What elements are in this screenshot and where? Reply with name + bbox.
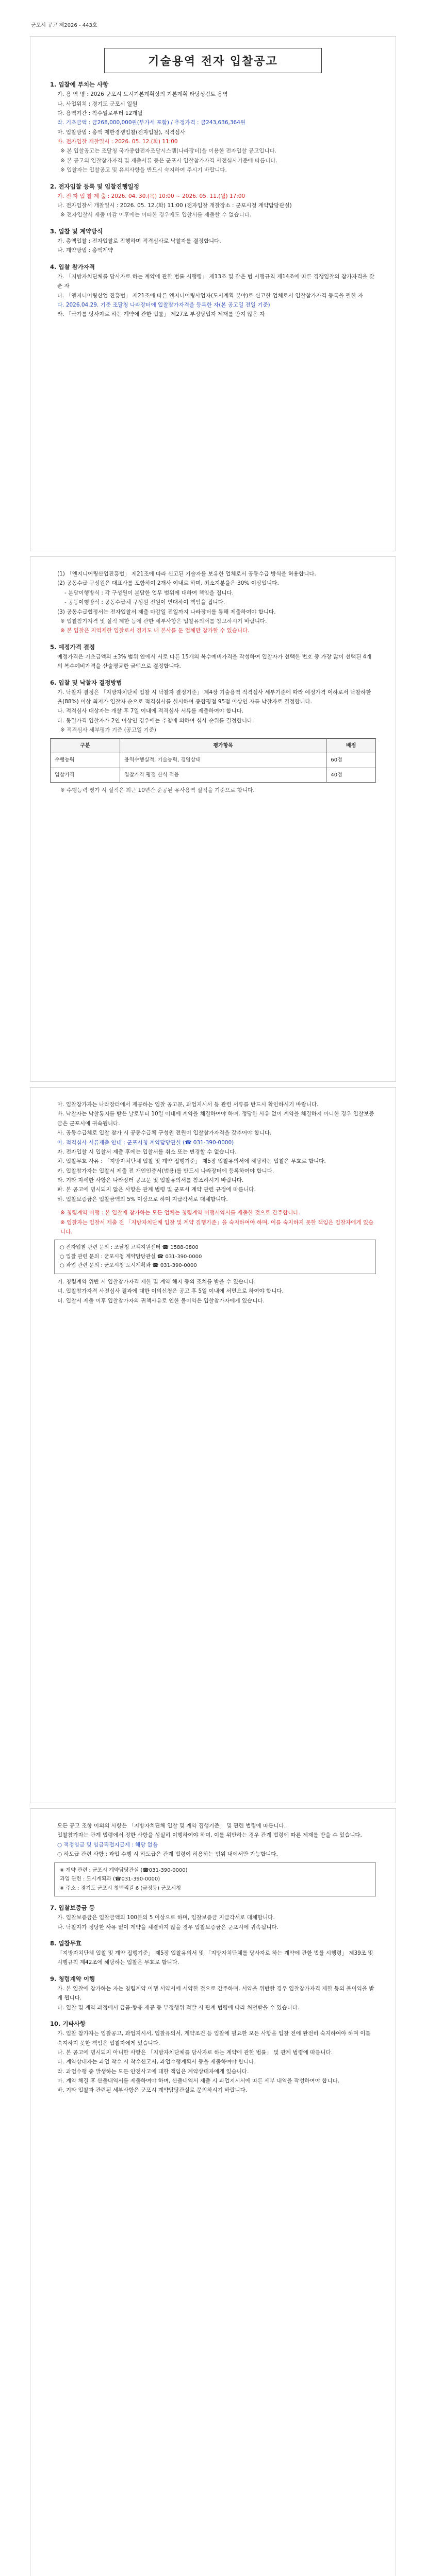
contact-box [54,1240,376,1274]
contact-line: ○ 입찰 관련 문의 : 군포시청 계약담당관실 ☎ 031-390-0000 [60,1253,202,1260]
evaluation-table [50,738,376,783]
page-1 [30,36,396,551]
p3-line: 마. 입찰참가자는 나라장터에서 제공하는 입찰 공고문, 과업지시서 등 관련 서류를 반드시 확인하시기 바랍니다. [57,1101,319,1108]
p4-contact-box [54,1862,376,1897]
section-5-heading: 5. 예정가격 결정 [50,643,95,651]
contact-line: ※ 계약 관련 : 군포시 계약담당관실 (☎031-390-0000) [60,1867,188,1873]
s1-line: 다. 용역기간 : 착수일로부터 12개월 [57,110,143,116]
s1-note: ※ 입찰자는 입찰공고 및 유의사항을 반드시 숙지하여 주시기 바랍니다. [60,167,227,174]
p3-warn: ※ 입찰자는 입찰서 제출 전 「지방자치단체 입찰 및 계약 집행기준」을 숙지하여야 하며, 이를 숙지하지 못한 책임은 입찰자에게 있습니다. [60,1219,374,1235]
contact-line: ○ 전자입찰 관련 문의 : 조달청 고객지원센터 ☎ 1588-0800 [60,1245,199,1251]
p3-trailing: 너. 입찰참가자격 사전심사 결과에 대한 이의신청은 공고 후 5일 이내에 서면으로 하여야 합니다. [57,1288,284,1295]
s1-line: 라. 기초금액 : 금268,000,000원(부가세 포함) / 추정가격 : 금243,636,364원 [57,120,246,126]
s1-line: 바. 전자입찰 개찰일시 : 2026. 05. 12.(화) 11:00 [57,139,178,145]
contact-line: ※ 주소 : 경기도 군포시 청백리길 6 (금정동) 군포시청 [60,1885,181,1891]
s10-line: 다. 계약상대자는 과업 착수 시 착수신고서, 과업수행계획서 등을 제출하여야 합니다. [57,2059,256,2065]
s9-line: 가. 본 입찰에 참가하는 자는 청렴계약 이행 서약서에 서약한 것으로 간주하며, 서약을 위반할 경우 입찰참가자격 제한 등의 불이익을 받게 됩니다. [57,1985,374,2002]
section-6-heading: 6. 입찰 및 낙찰자 결정방법 [50,679,122,686]
p2-line: (2) 공동수급 구성원은 대표사를 포함하여 2개사 이내로 하며, 최소지분율은 30% 이상입니다. [57,580,279,587]
table-header: 평가항목 [120,738,326,753]
section-7-heading: 7. 입찰보증금 등 [50,1904,95,1911]
p4-line: 모든 공고 조항 이외의 사항은 「지방자치단체 입찰 및 계약 집행기준」 및 관련 법령에 따릅니다. [57,1823,286,1829]
s10-line: 바. 기타 입찰과 관련된 세부사항은 군포시 계약담당관실로 문의하시기 바랍니다. [57,2087,248,2094]
table-cell: 수행능력 [51,753,120,768]
table-caption: ※ 적격심사 세부평가 기준 (공고일 기준) [60,727,156,734]
section-4-heading: 4. 입찰 참가자격 [50,263,95,270]
section-10-heading: 10. 기타사항 [50,2020,86,2027]
s4-line: 나. 「엔지니어링산업 진흥법」 제21조에 따른 엔지니어링사업자(도시계획 분야)로 신고한 업체로서 입찰참가자격 등록을 필한 자 [57,292,364,299]
p3-line: 자. 전자입찰 시 입찰서 제출 후에는 입찰서를 취소 또는 변경할 수 없습니다. [57,1148,237,1155]
p2-line: (3) 공동수급협정서는 전자입찰서 제출 마감일 전일까지 나라장터를 통해 제출하여야 합니다. [57,608,276,615]
page-3 [30,1087,396,1803]
s10-line: 마. 계약 체결 후 산출내역서를 제출하여야 하며, 산출내역서 제출 시 과업지시서에 따른 세부 내역을 작성하여야 합니다. [57,2078,339,2084]
section-1-heading: 1. 입찰에 부치는 사항 [50,81,109,88]
s10-line: 가. 입찰 참가자는 입찰공고, 과업지시서, 입찰유의서, 계약조건 등 입찰에 필요한 모든 사항을 입찰 전에 완전히 숙지하여야 하며 이를 숙지하지 못한 책임은 입찰자에게 있습니다. [57,2030,371,2046]
p3-line: 파. 본 공고에 명시되지 않은 사항은 관계 법령 및 군포시 계약 관련 규정에 따릅니다. [57,1187,256,1193]
table-cell: 용역수행실적, 기술능력, 경영상태 [120,753,326,768]
section-9-heading: 9. 청렴계약 이행 [50,1975,95,1982]
p3-line: 카. 입찰참가자는 입찰서 제출 전 개인인증서(범용)를 반드시 나라장터에 등록하여야 합니다. [57,1167,274,1174]
s4-line: 라. 「국가를 당사자로 하는 계약에 관한 법률」 제27조 부정당업자 제재를 받지 않은 자 [57,311,265,318]
p2-note: ※ 입찰참가자격 및 실적 제한 등에 관한 세부사항은 입찰유의서를 참고하시기 바랍니다. [60,618,267,624]
p2-note: ※ 본 입찰은 지역제한 입찰로서 경기도 내 본사를 둔 업체만 참가할 수 있습니다. [60,628,250,634]
p4-notice: ○ 적정임금 및 임금직접지급제 : 해당 없음 [57,1841,158,1848]
s7-line: 가. 입찰보증금은 입찰금액의 100분의 5 이상으로 하며, 입찰보증금 지급각서로 대체합니다. [57,1914,275,1921]
contact-line: ○ 과업 관련 문의 : 군포시청 도시계획과 ☎ 031-390-0000 [60,1263,197,1269]
page-2 [30,556,396,1082]
s2-line: 가. 전 자 입 찰 제 출 : 2026. 04. 30.(목) 10:00 ~ 2026. 05. 11.(월) 17:00 [57,193,245,199]
p3-line: 아. 적격심사 서류제출 안내 : 군포시청 계약담당관실 (☎ 031-390-0000) [57,1139,234,1146]
p3-line: 하. 입찰보증금은 입찰금액의 5% 이상으로 하며 지급각서로 대체합니다. [57,1196,228,1202]
section-2-heading: 2. 전자입찰 등록 및 입찰진행일정 [50,182,139,190]
s3-line: 나. 계약방법 : 총액계약 [57,247,113,254]
p2-line: - 분담이행방식 : 각 구성원이 분담한 업무 범위에 대하여 책임을 집니다. [64,589,234,596]
table-cell: 입찰가격 [51,768,120,783]
s3-line: 가. 총액입찰 : 전자입찰로 진행하며 적격심사로 낙찰자를 결정합니다. [57,238,221,244]
table-note: ※ 수행능력 평가 시 실적은 최근 10년간 준공된 유사용역 실적을 기준으로 합니다. [60,787,255,793]
table-header: 구분 [51,738,120,753]
section-8-heading: 8. 입찰무효 [50,1939,81,1947]
s4-line: 가. 「지방자치단체를 당사자로 하는 계약에 관한 법률 시행령」 제13조 및 같은 법 시행규칙 제14조에 따른 경쟁입찰의 참가자격을 갖춘 자 [57,273,374,290]
s10-line: 라. 과업수행 중 발생하는 모든 안전사고에 대한 책임은 계약상대자에게 있습니다. [57,2068,249,2075]
s1-line: 가. 용 역 명 : 2026 군포시 도시기본계획상의 기본계획 타당성검토 용역 [57,91,228,98]
p4-line: 입찰참가자는 관계 법령에서 정한 사항을 성실히 이행하여야 하며, 이를 위반하는 경우 관계 법령에 따른 제재를 받을 수 있습니다. [57,1832,362,1839]
s6-line: 다. 동일가격 입찰자가 2인 이상인 경우에는 추첨에 의하여 심사 순위를 결정합니다. [57,717,254,724]
table-cell: 40점 [326,768,376,783]
p3-trailing: 더. 입찰서 제출 이후 입찰참가자의 귀책사유로 인한 불이익은 입찰참가자에게 있습니다. [57,1297,265,1304]
s1-note: ※ 본 공고의 입찰참가자격 및 제출서류 등은 군포시 입찰참가자격 사전심사기준에 따릅니다. [60,157,277,164]
p4-notice: ○ 하도급 관련 사항 : 과업 수행 시 하도급은 관계 법령이 허용하는 범위 내에서만 가능합니다. [57,1851,278,1858]
s6-line: 나. 적격심사 대상자는 개찰 후 7일 이내에 적격심사 서류를 제출하여야 합니다. [57,708,244,715]
document-title: 기술용역 전자 입찰공고 [104,48,322,73]
s8-line: 「지방자치단체 입찰 및 계약 집행기준」 제5장 입찰유의서 및 「지방자치단체를 당사자로 하는 계약에 관한 법률 시행령」 제39조 및 시행규칙 제42조에 해당하는 입찰은 무효로 합니다. [57,1950,373,1966]
p3-trailing: 거. 청렴계약 위반 시 입찰참가자격 제한 및 계약 해지 등의 조치를 받을 수 있습니다. [57,1278,256,1285]
s5-line: 예정가격은 기초금액의 ±3% 범위 안에서 서로 다른 15개의 복수예비가격을 작성하여 입찰자가 선택한 번호 중 가장 많이 선택된 4개의 복수예비가격을 산술평균한 금액으로 결정합니다. [57,653,372,670]
s9-line: 나. 입찰 및 계약 과정에서 금품·향응 제공 등 부정행위 적발 시 관계 법령에 따라 처벌받을 수 있습니다. [57,2004,300,2011]
p3-line: 사. 공동수급체로 입찰 참가 시 공동수급체 구성원 전원이 입찰참가자격을 갖추어야 합니다. [57,1130,272,1137]
s4-line: 다. 2026.04.29. 기준 조달청 나라장터에 입찰참가자격을 등록한 자(본 공고일 전일 기준) [57,301,270,308]
s1-line: 마. 입찰방법 : 총액 제한경쟁입찰(전자입찰), 적격심사 [57,129,186,135]
p3-line: 차. 입찰무효 사유 : 「지방자치단체 입찰 및 계약 집행기준」 제5장 입찰유의서에 해당하는 입찰은 무효로 합니다. [57,1158,326,1165]
s10-line: 나. 본 공고에 명시되지 아니한 사항은 「지방자치단체를 당사자로 하는 계약에 관한 법률」 및 관계 법령에 따릅니다. [57,2049,333,2056]
p2-line: (1) 「엔지니어링산업진흥법」 제21조에 따라 신고된 기술자를 보유한 업체로서 공동수급 방식을 허용합니다. [57,571,316,577]
s7-line: 나. 낙찰자가 정당한 사유 없이 계약을 체결하지 않을 경우 입찰보증금은 군포시에 귀속됩니다. [57,1924,278,1930]
table-cell: 입찰가격 평점 산식 적용 [120,768,326,783]
p2-line: - 공동이행방식 : 공동수급체 구성원 전원이 연대하여 책임을 집니다. [64,599,225,606]
contact-line: 과업 관련 : 도시계획과 (☎031-390-0000) [60,1876,160,1882]
p3-line: 바. 낙찰자는 낙찰통지를 받은 날로부터 10일 이내에 계약을 체결하여야 하며, 정당한 사유 없이 계약을 체결하지 아니한 경우 입찰보증금은 군포시에 귀속됩니다. [57,1111,374,1127]
s2-line: 나. 전자입찰서 개찰일시 : 2026. 05. 12.(화) 11:00 (전자입찰 개찰장소 : 군포시청 계약담당관실) [57,202,292,209]
table-row [51,753,376,768]
header-notice-label: 군포시 공고 제2026 - 443호 [31,23,97,28]
p3-warn: ※ 청렴계약 이행 : 본 입찰에 참가하는 모든 업체는 청렴계약 이행서약서를 제출한 것으로 간주합니다. [60,1210,300,1216]
page-4 [30,1808,396,2576]
s2-note: ※ 전자입찰서 제출 마감 이후에는 어떠한 경우에도 입찰서를 제출할 수 없습니다. [60,212,252,218]
s1-line: 나. 사업위치 : 경기도 군포시 일원 [57,100,138,107]
table-cell: 60점 [326,753,376,768]
table-row [51,768,376,783]
s1-note: ※ 본 입찰공고는 조달청 국가종합전자조달시스템(나라장터)을 이용한 전자입찰 공고입니다. [60,148,276,155]
s6-line: 가. 낙찰자 결정은 「지방자치단체 입찰 시 낙찰자 결정기준」 제4장 기술용역 적격심사 세부기준에 따라 예정가격 이하로서 낙찰하한율(88%) 이상 최저가 입찰자 순으로 적격심사를 실시하여 종합평점 95점 이상인 자를 낙찰자로 결정합니다. [57,689,371,705]
section-3-heading: 3. 입찰 및 계약방식 [50,227,103,235]
p3-line: 타. 기타 자세한 사항은 나라장터 공고문 및 입찰유의서를 참조하시기 바랍니다. [57,1177,244,1183]
table-header: 배점 [326,738,376,753]
